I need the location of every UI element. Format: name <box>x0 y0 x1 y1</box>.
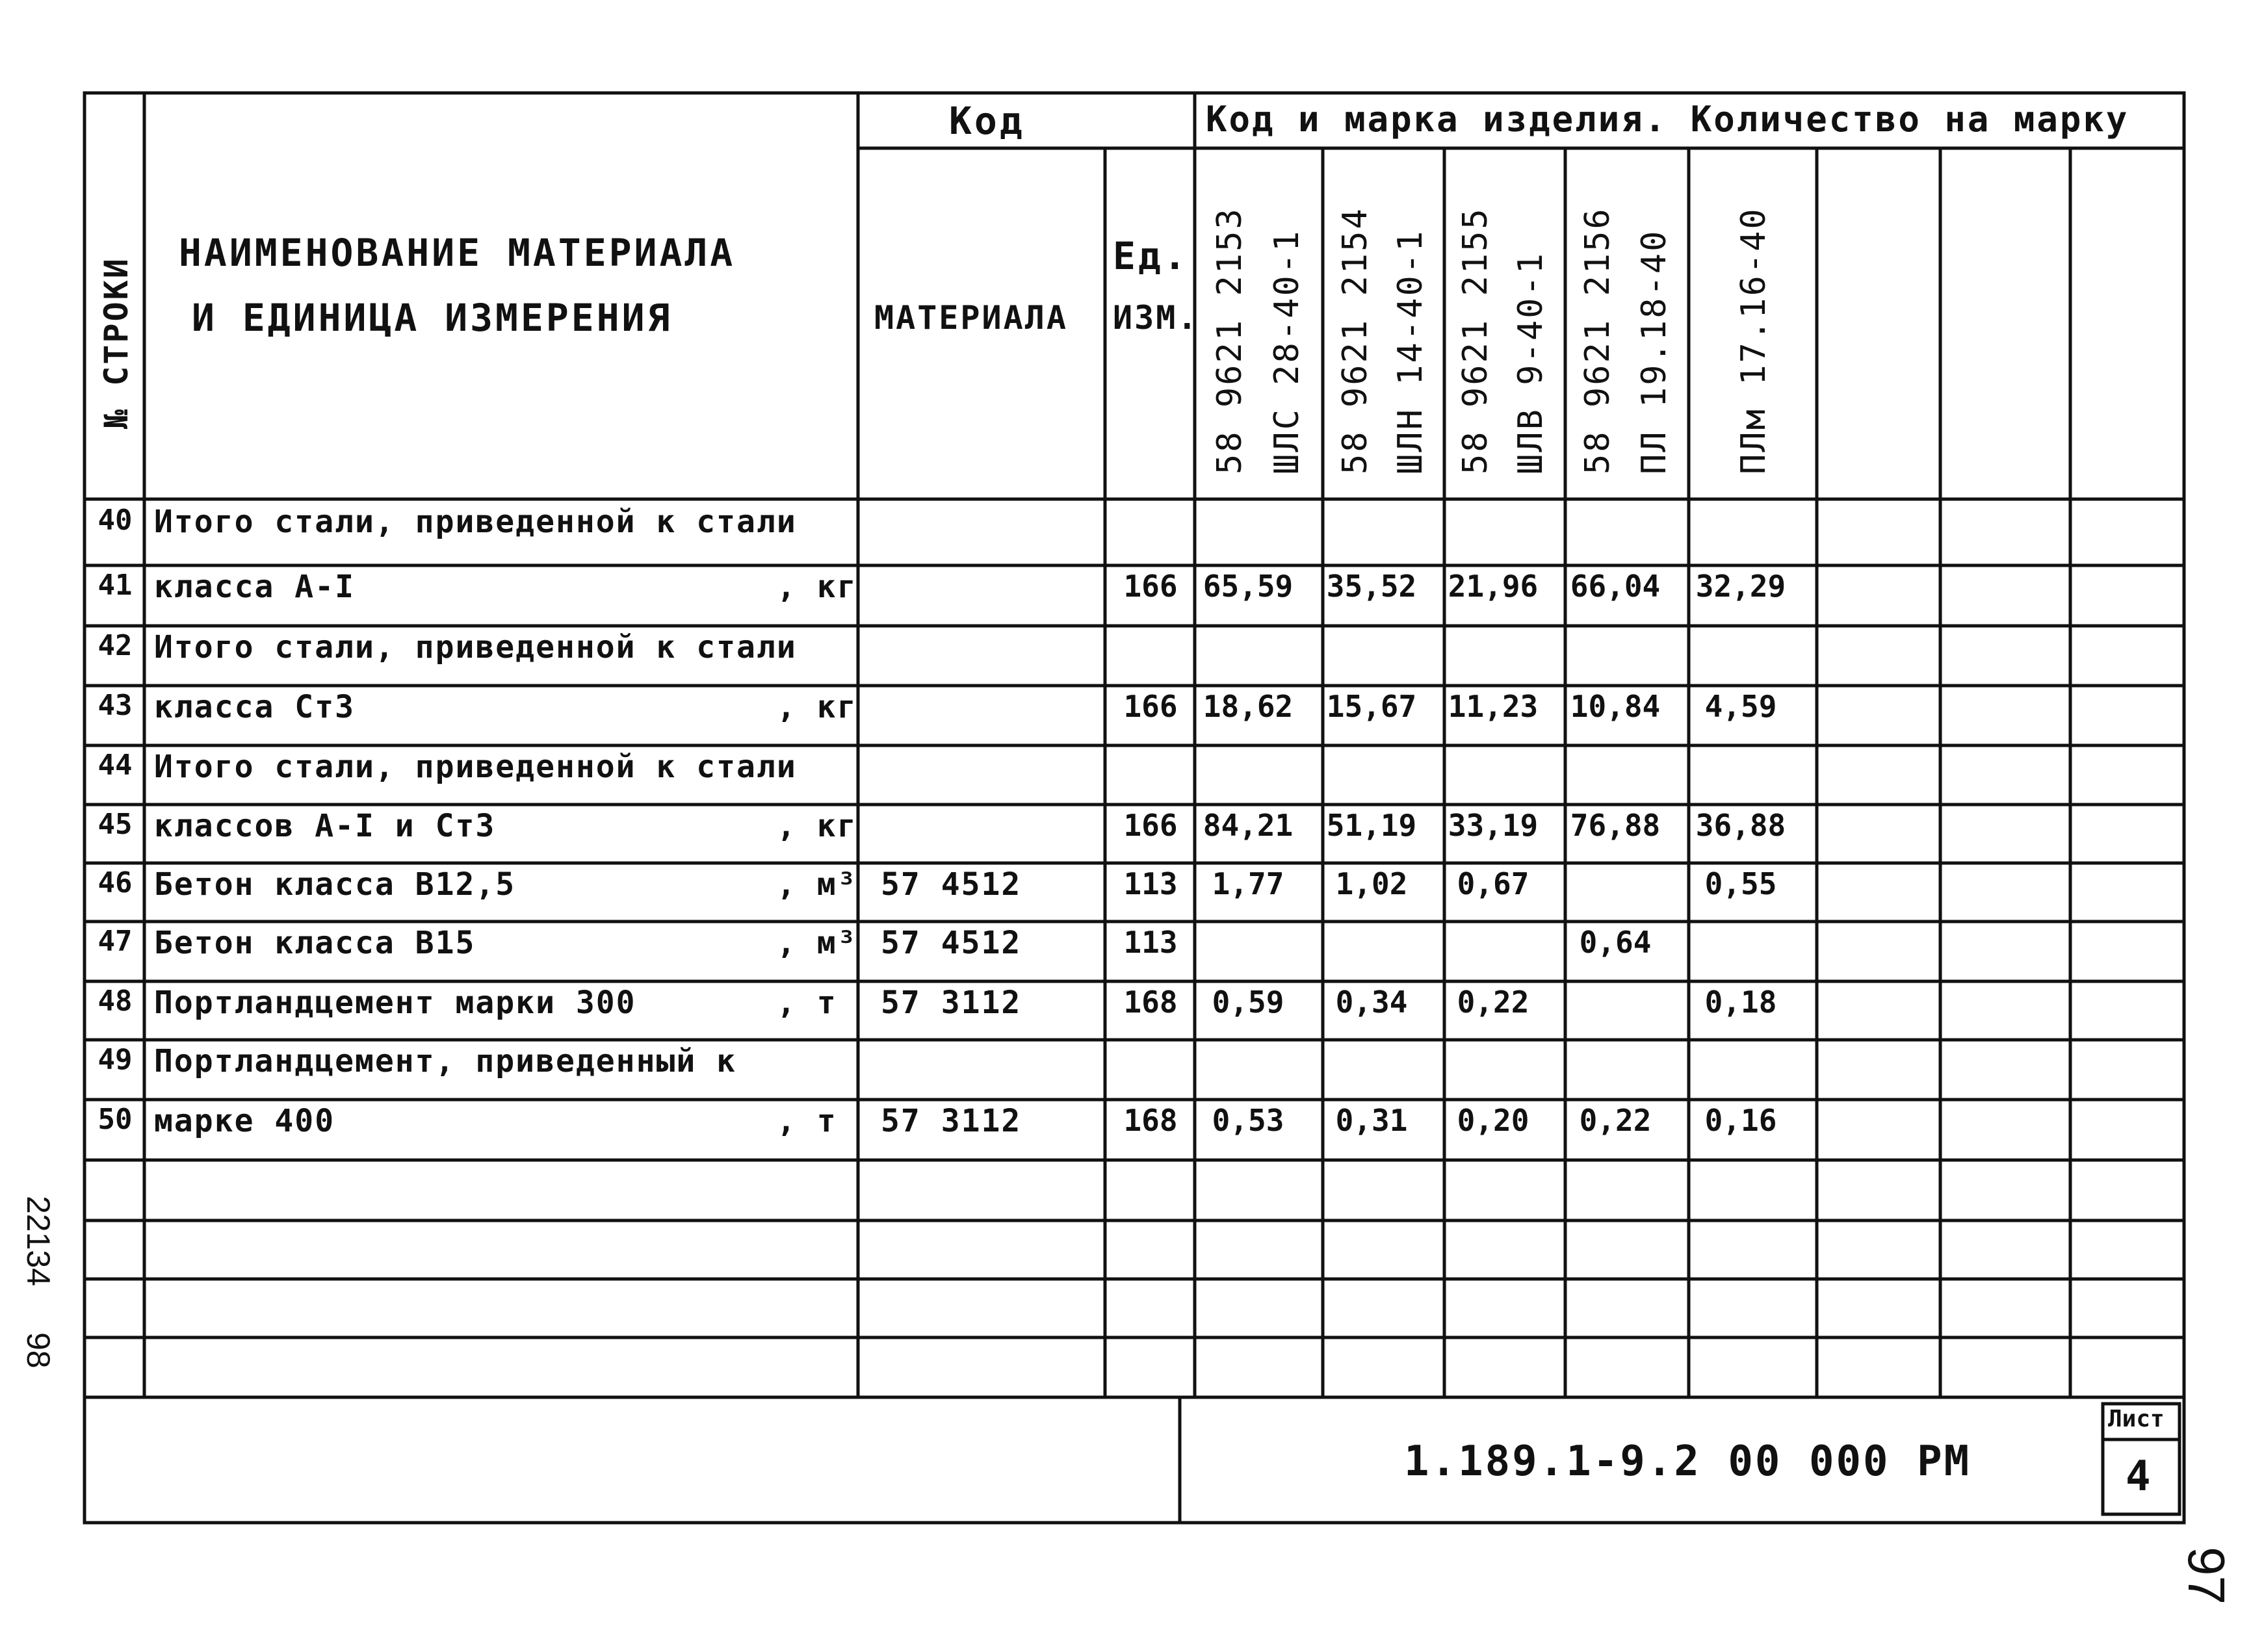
quantity-cell: 65,59 <box>1203 569 1294 604</box>
row-number: 40 <box>98 504 133 537</box>
material-code: 57 4512 <box>881 925 1022 961</box>
col-header-unit-line2: ИЗМ. <box>1113 299 1199 337</box>
col-header-name-line2: И ЕДИНИЦА ИЗМЕРЕНИЯ <box>192 296 673 340</box>
row-number: 47 <box>98 925 133 958</box>
row-number: 44 <box>98 749 133 782</box>
quantity-cell: 0,59 <box>1212 985 1284 1020</box>
material-code: 57 3112 <box>881 1103 1022 1139</box>
unit-suffix: , кг <box>777 808 857 844</box>
row-number: 48 <box>98 985 133 1018</box>
quantity-cell: 1,77 <box>1212 866 1284 901</box>
unit-suffix: , кг <box>777 689 857 725</box>
quantity-cell: 35,52 <box>1326 569 1417 604</box>
material-name: Бетон класса В12,5 <box>154 866 516 903</box>
col-header-product-group: Код и марка изделия. Количество на марку <box>1206 99 2129 140</box>
material-name: Портландцемент марки 300 <box>154 985 636 1021</box>
row-number: 41 <box>98 569 133 602</box>
quantity-cell: 10,84 <box>1570 689 1661 724</box>
sheet-number: 4 <box>2126 1452 2151 1501</box>
quantity-cell: 0,53 <box>1212 1103 1284 1138</box>
inventory-number: 22134 <box>20 1196 57 1287</box>
quantity-cell: 1,02 <box>1335 866 1408 901</box>
sheet-label: Лист <box>2108 1406 2165 1432</box>
product-1-mark: ШЛС 28-40-1 <box>1268 229 1307 474</box>
material-code: 57 3112 <box>881 985 1022 1021</box>
quantity-cell: 36,88 <box>1695 808 1786 843</box>
unit-suffix: , т <box>777 985 837 1021</box>
page-number: 97 <box>2178 1547 2235 1605</box>
quantity-cell: 0,64 <box>1579 925 1652 960</box>
unit-code: 166 <box>1123 808 1178 843</box>
quantity-cell: 15,67 <box>1326 689 1417 724</box>
unit-suffix: , м³ <box>777 925 857 961</box>
quantity-cell: 0,22 <box>1457 985 1529 1020</box>
unit-suffix: , м³ <box>777 866 857 903</box>
product-1-code: 58 9621 2153 <box>1210 207 1249 474</box>
quantity-cell: 0,31 <box>1335 1103 1408 1138</box>
quantity-cell: 0,20 <box>1457 1103 1529 1138</box>
product-4-code: 58 9621 2156 <box>1578 207 1617 474</box>
material-name: Бетон класса В15 <box>154 925 476 961</box>
unit-code: 166 <box>1123 569 1178 604</box>
quantity-cell: 21,96 <box>1448 569 1539 604</box>
unit-code: 168 <box>1123 985 1178 1020</box>
quantity-cell: 18,62 <box>1203 689 1294 724</box>
material-name: класса А-I <box>154 569 355 605</box>
product-2-mark: ШЛН 14-40-1 <box>1391 229 1430 474</box>
material-name: Портландцемент, приведенный к <box>154 1043 737 1079</box>
material-name: Итого стали, приведенной к стали <box>154 749 797 785</box>
material-name: классов А-I и Ст3 <box>154 808 496 844</box>
unit-suffix: , кг <box>777 569 857 605</box>
quantity-cell: 33,19 <box>1448 808 1539 843</box>
product-3-code: 58 9621 2155 <box>1456 207 1495 474</box>
row-number: 43 <box>98 689 133 722</box>
product-3-mark: ШЛВ 9-40-1 <box>1511 251 1550 474</box>
col-header-row-number: № СТРОКИ <box>98 257 135 429</box>
quantity-cell: 4,59 <box>1704 689 1777 724</box>
material-name: Итого стали, приведенной к стали <box>154 504 797 540</box>
col-header-name-line1: НАИМЕНОВАНИЕ МАТЕРИАЛА <box>179 231 736 275</box>
quantity-cell: 84,21 <box>1203 808 1294 843</box>
quantity-cell: 32,29 <box>1695 569 1786 604</box>
inventory-sub: 98 <box>20 1332 57 1369</box>
quantity-cell: 76,88 <box>1570 808 1661 843</box>
unit-suffix: , т <box>777 1103 837 1139</box>
quantity-cell: 0,18 <box>1704 985 1777 1020</box>
row-number: 50 <box>98 1103 133 1136</box>
quantity-cell: 11,23 <box>1448 689 1539 724</box>
unit-code: 113 <box>1123 866 1178 901</box>
quantity-cell: 0,16 <box>1704 1103 1777 1138</box>
quantity-cell: 66,04 <box>1570 569 1661 604</box>
product-5-mark: ПЛм 17.16-40 <box>1734 207 1773 474</box>
row-number: 46 <box>98 866 133 899</box>
material-name: класса Ст3 <box>154 689 355 725</box>
quantity-cell: 0,22 <box>1579 1103 1652 1138</box>
unit-code: 166 <box>1123 689 1178 724</box>
material-name: марке 400 <box>154 1103 335 1139</box>
unit-code: 113 <box>1123 925 1178 960</box>
document-designation: 1.189.1-9.2 00 000 РМ <box>1404 1438 1971 1486</box>
row-number: 49 <box>98 1043 133 1076</box>
material-name: Итого стали, приведенной к стали <box>154 629 797 665</box>
quantity-cell: 0,55 <box>1704 866 1777 901</box>
row-number: 45 <box>98 808 133 841</box>
quantity-cell: 0,67 <box>1457 866 1529 901</box>
row-number: 42 <box>98 629 133 662</box>
unit-code: 168 <box>1123 1103 1178 1138</box>
col-header-code-group: Код <box>949 99 1025 143</box>
product-2-code: 58 9621 2154 <box>1336 207 1375 474</box>
product-4-mark: ПЛ 19.18-40 <box>1635 229 1674 474</box>
col-header-material: МАТЕРИАЛА <box>874 299 1068 337</box>
col-header-unit-line1: Ед. <box>1113 234 1189 278</box>
material-code: 57 4512 <box>881 866 1022 903</box>
quantity-cell: 0,34 <box>1335 985 1408 1020</box>
quantity-cell: 51,19 <box>1326 808 1417 843</box>
